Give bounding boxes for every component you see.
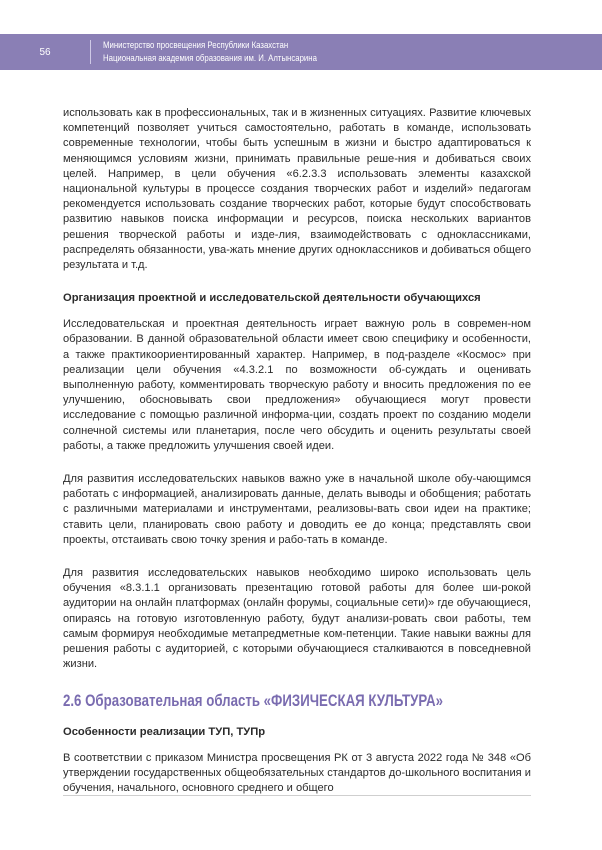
header-divider (90, 40, 91, 64)
header-institution (103, 39, 317, 65)
paragraph-order: В соответствии с приказом Министра просвещения РК от 3 августа 2022 года № 348 «Об утверждении государственных общеобязательных стандартов до-школьного воспитания и обучения, начального, основного среднего и общего (63, 751, 531, 794)
footer-divider (63, 795, 531, 796)
page-content (63, 106, 531, 814)
section-title-physical-culture: 2.6 Образовательная область «ФИЗИЧЕСКАЯ КУЛЬТУРА» (63, 690, 444, 710)
header-line-ministry: Министерство просвещения Республики Казахстан (103, 40, 289, 51)
header-line-academy: Национальная академия образования им. И. Алтынсарина (103, 53, 317, 64)
paragraph-research-skills: Для развития исследовательских навыков важно уже в начальной школе обу-чающимся работать с информацией, анализировать данные, делать выводы и обобщения; работать с различными материалами и инструментами, реализовы-вать свои идеи на практике; ставить цели, планировать свою работу и доводить ее до конца; представлять свои проекты, отстаивать свою точку зрения и рабо-тать в команде. (63, 473, 531, 546)
paragraph-research-activity: Исследовательская и проектная деятельность играет важную роль в современ-ном образовании. В данной образовательной области имеет свою специфику и особенности, а также практикоориентированный характер. Например, в под-разделе «Космос» при реализации цели обучения «4.3.2.1 по возможности об-суждать и оценивать выполненную работу, комментировать творческую работу и вносить предложения по ее улучшению, обосновывать свои предложения» обучающиеся могут провести исследование с помощью различной информа-ции, создать проект по созданию модели солнечной системы или планетария, после чего обсудить и оценить результаты своей работы, а также предложить улучшения своей идеи. (63, 318, 531, 452)
page-header (0, 34, 602, 70)
heading-implementation: Особенности реализации ТУП, ТУПр (63, 725, 266, 738)
page-number: 56 (39, 46, 51, 58)
heading-project-research: Организация проектной и исследовательской деятельности обучающихся (63, 292, 481, 305)
paragraph-presentation: Для развития исследовательских навыков необходимо широко использовать цель обучения «8.3.1.1 организовать презентацию готовой работы для более ши-рокой аудитории на онлайн платформах (онлайн форумы, социальные сети)» где обучающиеся, опираясь на готовую изготовленную работу, будут анализи-ровать свои работы, тем самым формируя необходимые метапредметные ком-петенции. Такие навыки важны для решения работы с аудиторией, с которыми обучающиеся сталкиваются в повседневной жизни. (63, 567, 531, 671)
paragraph-competencies: использовать как в профессиональных, так и в жизненных ситуациях. Развитие ключевых компетенций позволяет учиться самостоятельно, работать в команде, использовать современные технологии, чтобы быть успешным в жизни и быстро адаптироваться к меняющимся условиям жизни, принимать правильные реше-ния и добиваться своих целей. Например, в цели обучения «6.2.3.3 использовать элементы казахской национальной культуры в процессе создания творческих работ и изделий» педагогам рекомендуется использовать создание творческих работ, которые будут способствовать развитию навыков поиска информации и ресурсов, поиска нескольких вариантов решения творческой работы и изде-лия, взаимодействовать с одноклассниками, распределять обязанности, ува-жать мнение других одноклассников и добиваться общего результата и т.д. (63, 107, 531, 272)
